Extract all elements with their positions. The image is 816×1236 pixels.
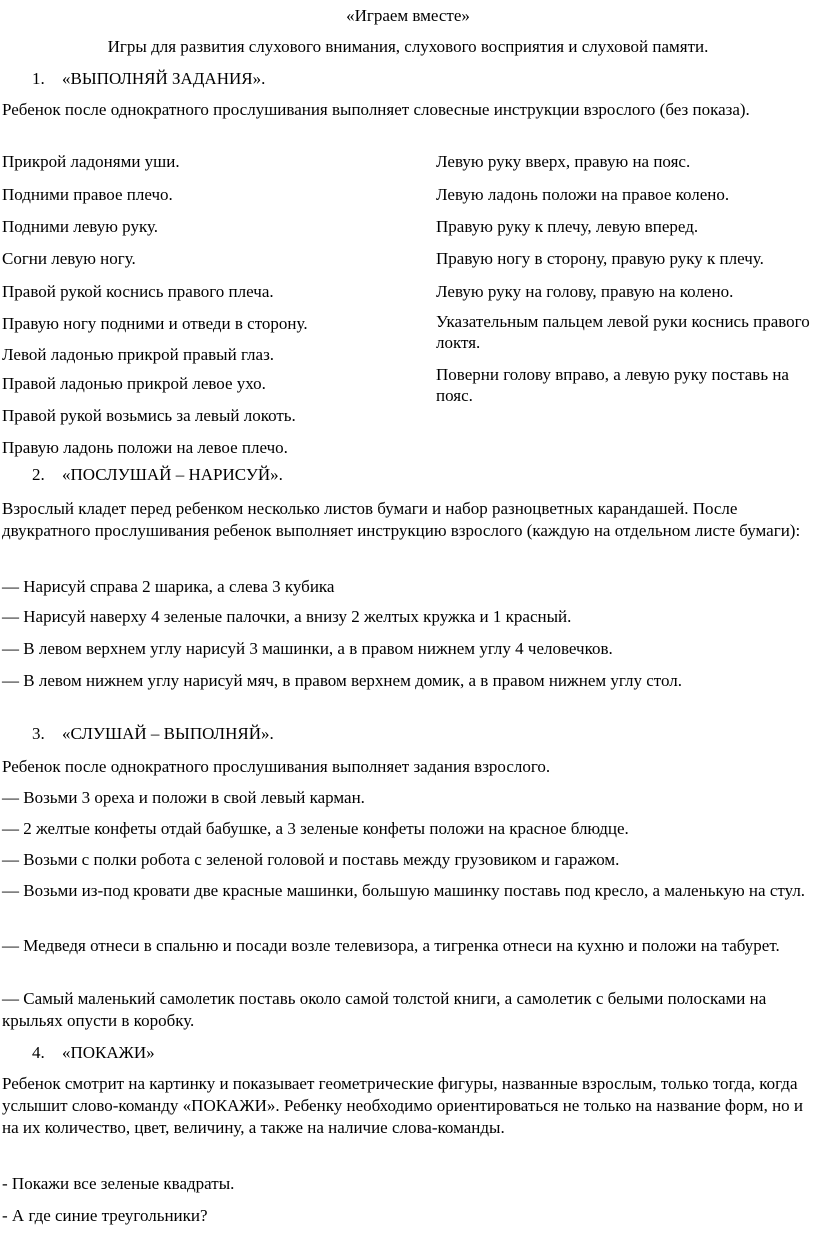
right-column-item: Левую ладонь положи на правое колено. xyxy=(436,185,730,204)
section-3-intro: Ребенок после однократного прослушивания выполняет задания взрослого. xyxy=(2,757,551,776)
left-column-item: Правую ладонь положи на левое плечо. xyxy=(2,438,288,457)
right-column-item: Левую руку на голову, правую на колено. xyxy=(436,282,734,301)
left-column-item: Левой ладонью прикрой правый глаз. xyxy=(2,345,275,364)
list-item: — Возьми с полки робота с зеленой головой и поставь между грузовиком и гаражом. xyxy=(2,850,620,869)
right-column-item: Правую руку к плечу, левую вперед. xyxy=(436,217,699,236)
right-column-item: Поверни голову вправо, а левую руку поставь на пояс. xyxy=(436,365,789,405)
left-column-item: Правой ладонью прикрой левое ухо. xyxy=(2,374,266,393)
section-4-heading: «ПОКАЖИ» xyxy=(62,1043,155,1062)
page-subtitle: Игры для развития слухового внимания, слухового восприятия и слуховой памяти. xyxy=(107,37,709,56)
left-column-item: Подними левую руку. xyxy=(2,217,159,236)
left-column-item: Согни левую ногу. xyxy=(2,249,136,268)
list-item: — Возьми 3 ореха и положи в свой левый карман. xyxy=(2,788,365,807)
list-item: - Покажи все зеленые квадраты. xyxy=(2,1174,235,1193)
section-4-intro: Ребенок смотрит на картинку и показывает геометрические фигуры, названные взрослым, только тогда, когда услышит слово-команду «ПОКАЖИ». Ребенку необходимо ориентироваться не только на название форм, но и на их количество, цвет, величину, а также на наличие слова-команды. xyxy=(2,1074,804,1137)
left-column-item: Правую ногу подними и отведи в сторону. xyxy=(2,314,308,333)
section-4-number: 4. xyxy=(32,1043,45,1062)
list-item: — 2 желтые конфеты отдай бабушке, а 3 зеленые конфеты положи на красное блюдце. xyxy=(2,819,629,838)
list-item: - А где синие треугольники? xyxy=(2,1206,208,1225)
section-2-intro: Взрослый кладет перед ребенком несколько листов бумаги и набор разноцветных карандашей. После двукратного прослушивания ребенок выполняет инструкцию взрослого (каждую на отдельном листе бумаги): xyxy=(2,499,801,540)
list-item: — В левом нижнем углу нарисуй мяч, в правом верхнем домик, а в правом нижнем углу стол. xyxy=(2,671,683,690)
list-item: — Возьми из-под кровати две красные машинки, большую машинку поставь под кресло, а маленькую на стул. xyxy=(2,881,806,900)
list-item: — Медведя отнеси в спальню и посади возле телевизора, а тигренка отнеси на кухню и положи на табурет. xyxy=(2,936,780,955)
list-item: — Нарисуй наверху 4 зеленые палочки, а внизу 2 желтых кружка и 1 красный. xyxy=(2,607,572,626)
left-column-item: Правой рукой коснись правого плеча. xyxy=(2,282,274,301)
right-column-item: Указательным пальцем левой руки коснись правого локтя. xyxy=(436,312,810,352)
section-3-heading: «СЛУШАЙ – ВЫПОЛНЯЙ». xyxy=(62,724,274,743)
left-column-item: Правой рукой возьмись за левый локоть. xyxy=(2,406,296,425)
section-1-heading: «ВЫПОЛНЯЙ ЗАДАНИЯ». xyxy=(62,69,266,88)
section-1-intro: Ребенок после однократного прослушивания выполняет словесные инструкции взрослого (без показа). xyxy=(2,100,750,119)
section-2-number: 2. xyxy=(32,465,45,484)
right-column-item: Правую ногу в сторону, правую руку к плечу. xyxy=(436,249,764,268)
section-1-number: 1. xyxy=(32,69,45,88)
left-column-item: Подними правое плечо. xyxy=(2,185,173,204)
left-column-item: Прикрой ладонями уши. xyxy=(2,152,180,171)
list-item: — Самый маленький самолетик поставь около самой толстой книги, а самолетик с белыми полосками на крыльях опусти в коробку. xyxy=(2,989,767,1030)
section-2-heading: «ПОСЛУШАЙ – НАРИСУЙ». xyxy=(62,465,283,484)
section-3-number: 3. xyxy=(32,724,45,743)
right-column-item: Левую руку вверх, правую на пояс. xyxy=(436,152,691,171)
list-item: — В левом верхнем углу нарисуй 3 машинки, а в правом нижнем углу 4 человечков. xyxy=(2,639,613,658)
list-item: — Нарисуй справа 2 шарика, а слева 3 кубика xyxy=(2,577,335,596)
page-title: «Играем вместе» xyxy=(346,6,470,25)
